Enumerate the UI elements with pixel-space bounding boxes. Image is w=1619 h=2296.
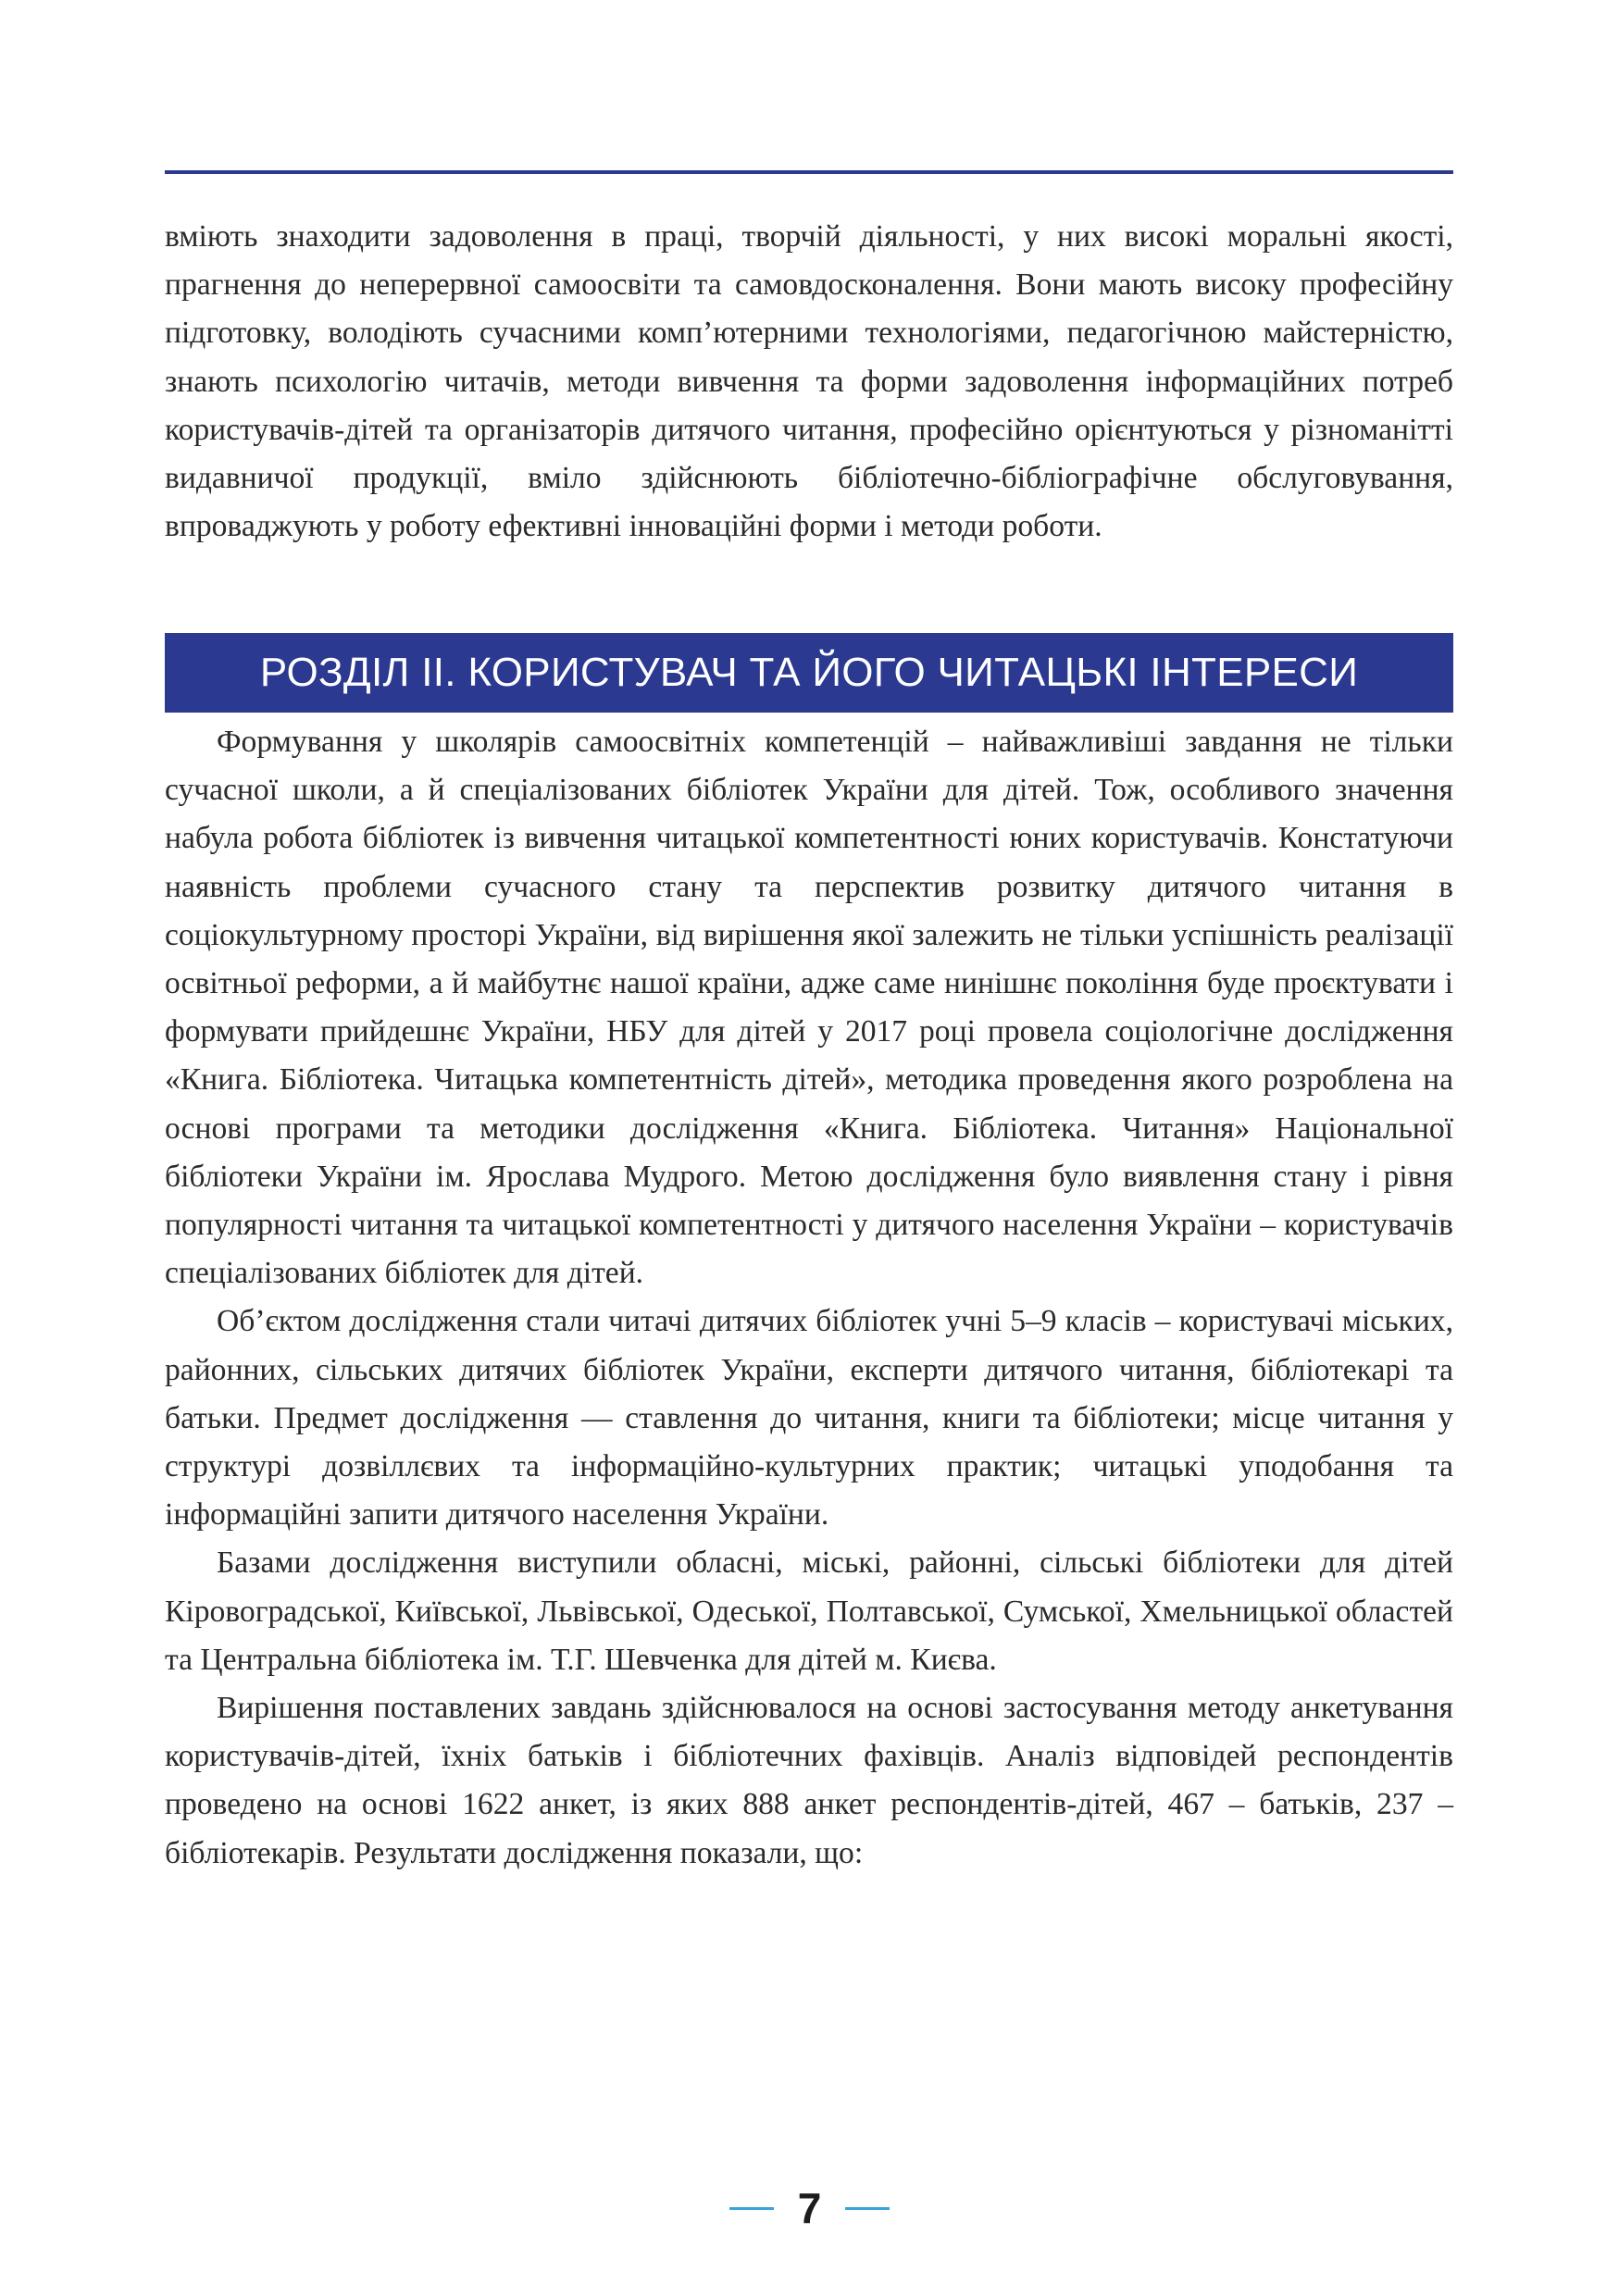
page-number: 7 bbox=[797, 2184, 822, 2232]
page-footer bbox=[0, 2180, 1619, 2236]
footer-dash-left bbox=[729, 2207, 774, 2210]
paragraph: Базами дослідження виступили обласні, міські, районні, сільські бібліотеки для дітей Кіровоградської, Київської, Львівської, Одеської, Полтавської, Сумської, Хмельницької областей та Центральна бібліотека ім. Т.Г. Шевченка для дітей м. Києва. bbox=[165, 1545, 1453, 1677]
paragraph: Формування у школярів самоосвітніх компетенцій – найважливіші завдання не тільки сучасної школи, а й спеціалізованих бібліотек України для дітей. Тож, особливого значення набула робота бібліотек із вивчення читацької компетентності юних користувачів. Констатуючи наявність проблеми сучасного стану та перспектив розвитку дитячого читання в соціокультурному просторі України, від вирішення якої залежить не тільки успішність реалізації освітньої реформи, а й майбутнє нашої країни, адже саме нинішнє покоління буде проєктувати і формувати прийдешнє України, НБУ для дітей у 2017 році провела соціологічне дослідження «Книга. Бібліотека. Читацька компетентність дітей», методика проведення якого розроблена на основі програми та методики дослідження «Книга. Бібліотека. Читання» Національної бібліотеки України ім. Ярослава Мудрого. Метою дослідження було виявлення стану і рівня популярності читання та читацької компетентності у дитячого населення України – користувачів спеціалізованих бібліотек для дітей. bbox=[165, 725, 1453, 1291]
section-header bbox=[165, 633, 1453, 713]
footer-dash-right bbox=[845, 2207, 890, 2210]
continued-text bbox=[165, 213, 1453, 551]
section-title: РОЗДІЛ ІІ. КОРИСТУВАЧ ТА ЙОГО ЧИТАЦЬКІ ІНТЕРЕСИ bbox=[259, 650, 1359, 695]
paragraph: Об’єктом дослідження стали читачі дитячих бібліотек учні 5–9 класів – користувачі міських, районних, сільських дитячих бібліотек України, експерти дитячого читання, бібліотекарі та батьки. Предмет дослідження — ставлення до читання, книги та бібліотеки; місце читання у структурі дозвіллєвих та інформаційно-культурних практик; читацькі уподобання та інформаційні запити дитячого населення України. bbox=[165, 1304, 1453, 1533]
paragraph: вміють знаходити задоволення в праці, творчій діяльності, у них високі моральні якості, прагнення до неперервної самоосвіти та самовдосконалення. Вони мають високу професійну підготовку, володіють сучасними комп’ютерними технологіями, педагогічною майстерністю, знають психологію читачів, методи вивчення та форми задоволення інформаційних потреб користувачів-дітей та організаторів дитячого читання, професійно орієнтуються у різноманітті видавничої продукції, вміло здійснюють бібліотечно-бібліографічне обслуговування, впроваджують у роботу ефективні інноваційні форми і методи роботи. bbox=[165, 219, 1453, 544]
section-body bbox=[165, 718, 1453, 1878]
header-rule bbox=[165, 170, 1453, 174]
paragraph: Вирішення поставлених завдань здійснювалося на основі застосування методу анкетування користувачів-дітей, їхніх батьків і бібліотечних фахівців. Аналіз відповідей респондентів проведено на основі 1622 анкет, із яких 888 анкет респондентів-дітей, 467 – батьків, 237 – бібліотекарів. Результати дослідження показали, що: bbox=[165, 1691, 1453, 1870]
